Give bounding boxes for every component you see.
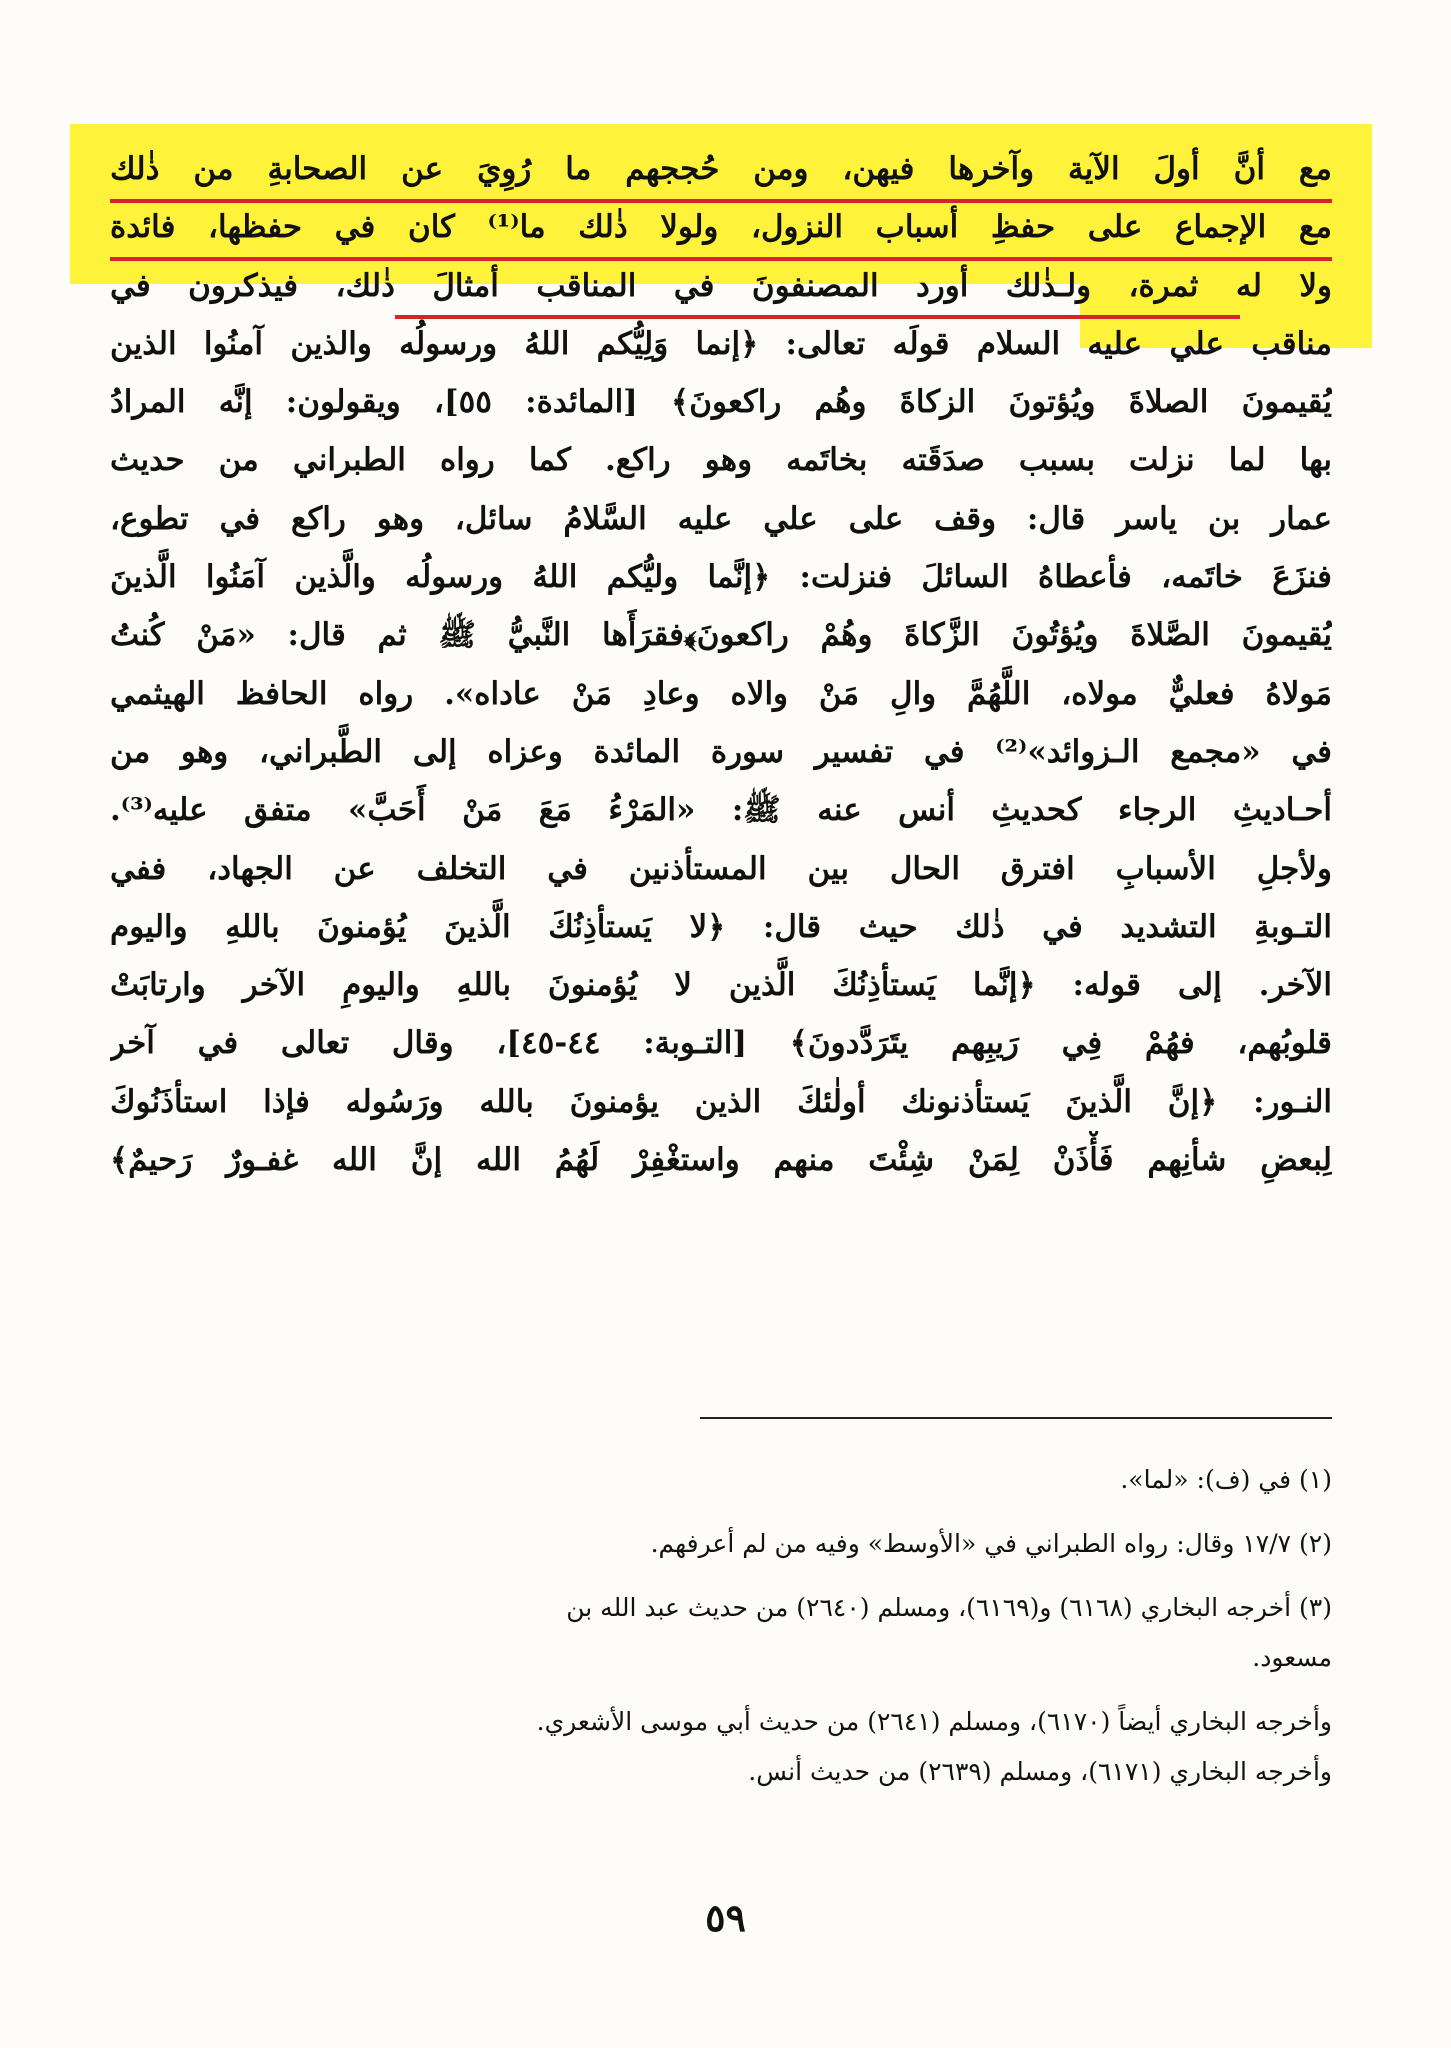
- footnote: وأخرجه البخاري (٦١٧١)، ومسلم (٢٦٣٩) من حديث أنس.: [748, 1757, 1332, 1786]
- text-line: مناقب علي عليه السلام قولَه تعالى: ﴿إنما وَلِيُّكم اللهُ ورسولُه والذين آمنُوا الذين: [110, 325, 1332, 362]
- text-line: بها لما نزلت بسبب صدَقَته بخاتَمه وهو راكع. كما رواه الطبراني من حديث: [110, 442, 1332, 479]
- text-line: مع الإجماع على حفظِ أسباب النزول، ولولا ذٰلك ما⁽¹⁾ كان في حفظها، فائدة: [110, 209, 1332, 246]
- text-line: فنزَعَ خاتَمه، فأعطاهُ السائلَ فنزلت: ﴿إنَّما وليُّكم اللهُ ورسولُه والَّذين آمَنُوا الَّذينَ: [110, 559, 1332, 596]
- footnote: مسعود.: [1252, 1643, 1332, 1672]
- footnote: (٣) أخرجه البخاري (٦١٦٨) و(٦١٦٩)، ومسلم (٢٦٤٠) من حديث عبد الله بن: [566, 1593, 1332, 1622]
- text-line: قلوبُهم، فهُمْ فِي رَيبِهم يتَرَدَّدونَ﴾ [التـوبة: ٤٤-٤٥]، وقال تعالى في آخر: [110, 1025, 1332, 1062]
- text-line: ولأجلِ الأسبابِ افترق الحال بين المستأذنين في التخلف عن الجهاد، ففي: [110, 850, 1332, 887]
- footnotes: [110, 1455, 1332, 1797]
- footnote: وأخرجه البخاري أيضاً (٦١٧٠)، ومسلم (٢٦٤١) من حديث أبي موسى الأشعري.: [536, 1707, 1332, 1736]
- footnote: (١) في (ف): «لما».: [1120, 1465, 1332, 1494]
- footnote: (٢) ١٧/٧ وقال: رواه الطبراني في «الأوسط» وفيه من لم أعرفهم.: [650, 1529, 1332, 1558]
- text-line: يُقيمونَ الصَّلاةَ ويُؤتُونَ الزَّكاةَ وهُمْ راكعونَ﴾فقرَأَها النَّبيُّ ﷺ ثم قال: «مَنْ كُنتُ: [110, 617, 1332, 654]
- text-line: التـوبةِ التشديد في ذٰلك حيث قال: ﴿لا يَستأذِنُكَ الَّذينَ يُؤمنونَ باللهِ واليوم: [110, 908, 1332, 945]
- text-line: مَولاهُ فعليٌّ مولاه، اللَّهُمَّ والِ مَنْ والاه وعادِ مَنْ عاداه». رواه الحافظ الهيثمي: [110, 675, 1332, 712]
- text-line: في «مجمع الـزوائد»⁽²⁾ في تفسير سورة المائدة وعزاه إلى الطَّبراني، وهو من: [110, 733, 1332, 770]
- text-line: النـور: ﴿إنَّ الَّذينَ يَستأذنونك أولٰئكَ الذين يؤمنونَ بالله ورَسُوله فإذا استأذَنُوكَ: [110, 1083, 1332, 1120]
- footnote-divider: [700, 1417, 1332, 1419]
- text-line: مع أنَّ أولَ الآية وآخرها فيهن، ومن حُججهم ما رُوِيَ عن الصحابةِ من ذٰلك: [110, 151, 1332, 187]
- text-line: الآخر. إلى قوله: ﴿إنَّما يَستأذِنُكَ الَّذين لا يُؤمنونَ باللهِ واليومِ الآخر وارتابَتْ: [110, 967, 1332, 1004]
- text-line: يُقيمونَ الصلاةَ ويُؤتونَ الزكاةَ وهُم راكعونَ﴾ [المائدة: ٥٥]، ويقولون: إنَّه المرادُ: [110, 384, 1332, 421]
- text-line: ولا له ثمرة، ولـذٰلك أورد المصنفونَ في المناقب أمثالَ ذٰلك، فيذكرون في: [110, 267, 1332, 304]
- text-line: أحـاديثِ الرجاء كحديثِ أنس عنه ﷺ: «المَرْءُ مَعَ مَنْ أَحَبَّ» متفق عليه⁽³⁾.: [110, 792, 1332, 829]
- text-line: عمار بن ياسر قال: وقف على علي عليه السَّلامُ سائل، وهو راكع في تطوع،: [110, 500, 1332, 537]
- main-text: [110, 140, 1332, 1189]
- page-number: ٥٩: [705, 1895, 746, 1940]
- text-line: لِبعضِ شأنِهم فَأْذَنْ لِمَنْ شِئْتَ منهم واستغْفِرْ لَهُمُ الله إنَّ الله غفـورٌ رَحيمٌ﴾: [110, 1142, 1332, 1179]
